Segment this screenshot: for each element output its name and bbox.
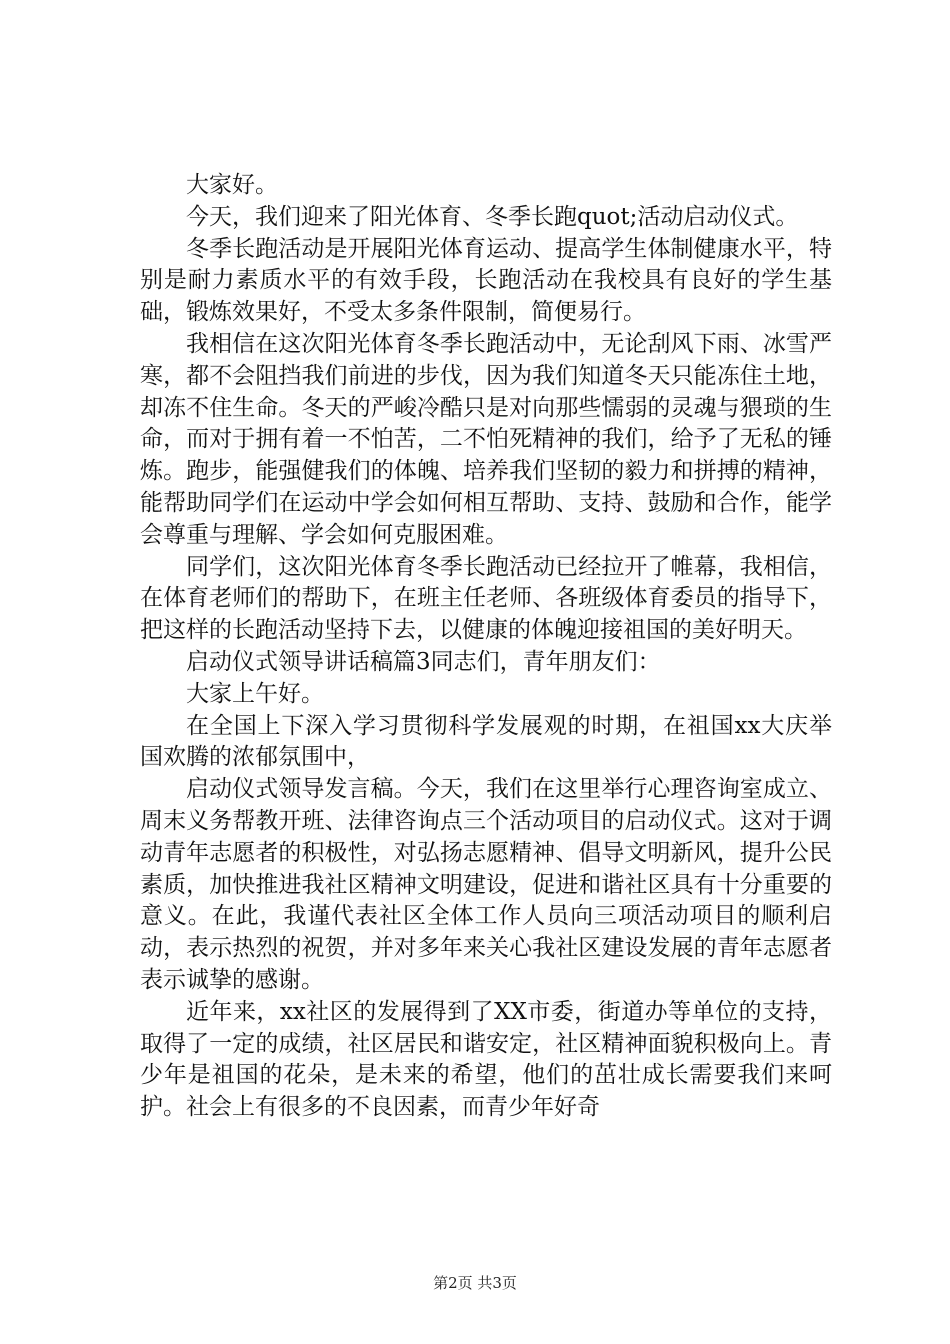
- paragraph: 今天，我们迎来了阳光体育、冬季长跑quot;活动启动仪式。: [186, 203, 799, 230]
- paragraph: 启动仪式领导发言稿。今天，我们在这里举行心理咨询室成立、周末义务帮教开班、法律咨询点三个活动项目的启动仪式。这对于调动青年志愿者的积极性，对弘扬志愿精神、倡导文明新风，提升公民素质，加快推进我社区精神文明建设，促进和谐社区具有十分重要的意义。在此，我谨代表社区全体工作人员向三项活动项目的顺利启动，表示热烈的祝贺，并对多年来关心我社区建设发展的青年志愿者表示诚挚的感谢。: [140, 776, 832, 993]
- paragraph: 大家上午好。: [186, 680, 324, 707]
- paragraph: 近年来，xx社区的发展得到了XX市委，街道办等单位的支持，取得了一定的成绩，社区居民和谐安定，社区精神面貌积极向上。青少年是祖国的花朵，是未来的希望，他们的茁壮成长需要我们来呵护。社会上有很多的不良因素，而青少年好奇: [140, 998, 832, 1121]
- paragraph: 大家好。: [186, 172, 278, 198]
- paragraph: 冬季长跑活动是开展阳光体育运动、提高学生体制健康水平，特别是耐力素质水平的有效手段，长跑活动在我校具有良好的学生基础，锻炼效果好，不受太多条件限制，简便易行。: [140, 235, 832, 326]
- document-body: [140, 170, 832, 1124]
- paragraph: 我相信在这次阳光体育冬季长跑活动中，无论刮风下雨、冰雪严寒，都不会阻挡我们前进的步伐，因为我们知道冬天只能冻住土地，却冻不住生命。冬天的严峻冷酷只是对向那些懦弱的灵魂与猥琐的生命，而对于拥有着一不怕苦，二不怕死精神的我们，给予了无私的锤炼。跑步，能强健我们的体魄、培养我们坚韧的毅力和拼搏的精神，能帮助同学们在运动中学会如何相互帮助、支持、鼓励和合作，能学会尊重与理解、学会如何克服困难。: [140, 330, 832, 548]
- paragraph: 在全国上下深入学习贯彻科学发展观的时期，在祖国xx大庆举国欢腾的浓郁氛围中，: [140, 712, 832, 771]
- page-footer: 第2页 共3页: [433, 1274, 517, 1292]
- paragraph: 同学们，这次阳光体育冬季长跑活动已经拉开了帷幕，我相信，在体育老师们的帮助下，在班主任老师、各班级体育委员的指导下，把这样的长跑活动坚持下去，以健康的体魄迎接祖国的美好明天。: [140, 553, 832, 644]
- paragraph: 启动仪式领导讲话稿篇3同志们，青年朋友们：: [186, 648, 661, 675]
